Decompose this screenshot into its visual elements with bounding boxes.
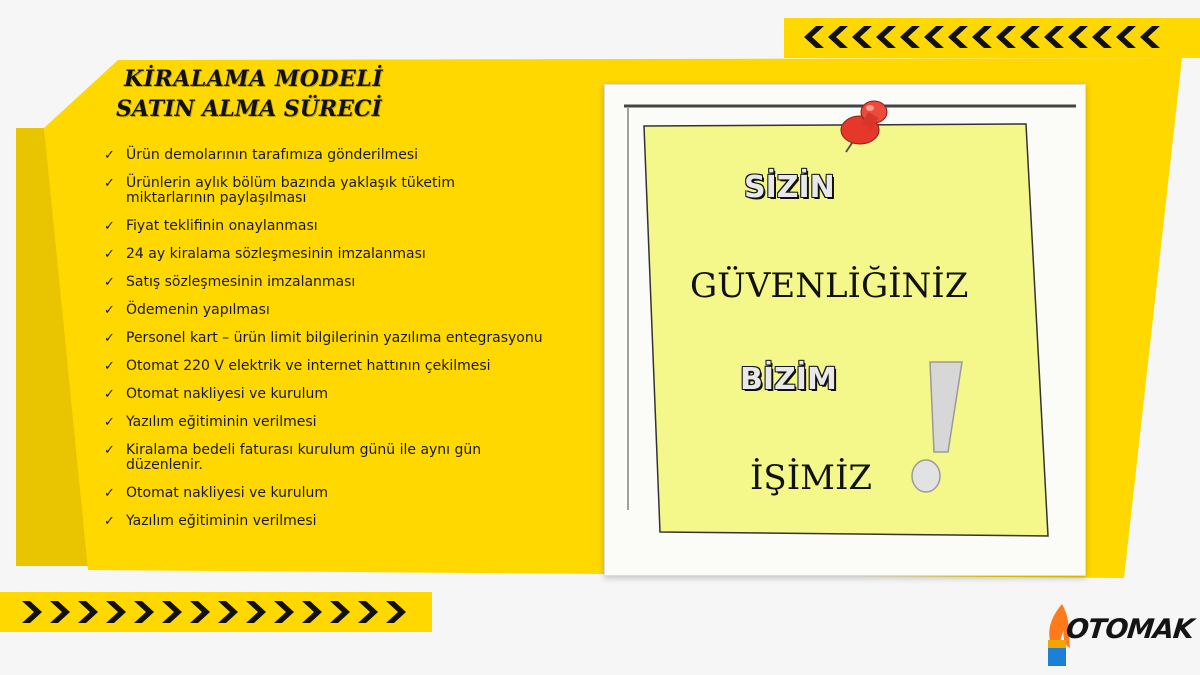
checkmark-icon: ✓ [104,486,115,501]
checkmark-icon: ✓ [104,219,115,234]
list-item: ✓ Ödemenin yapılması [104,302,270,318]
list-item: ✓ Otomat nakliyesi ve kurulum [104,485,329,501]
note-word-bizim: BİZİM [740,362,837,397]
title-line-1: KİRALAMA MODELİ [124,66,384,92]
list-item: ✓ Yazılım eğitiminin verilmesi [104,513,317,529]
list-item: ✓ Fiyat teklifinin onaylanması [104,218,318,234]
checkmark-icon: ✓ [104,443,115,458]
list-item: ✓ Personel kart – ürün limit bilgilerinin yazılıma entegrasyonu [104,330,543,346]
note-word-guvenliginiz: GÜVENLİĞİNİZ [690,266,969,306]
logo-text: OTOMAK [1064,614,1195,645]
checkmark-icon: ✓ [104,331,115,346]
checkmark-icon: ✓ [104,387,115,402]
checkmark-icon: ✓ [104,148,115,163]
list-item: ✓ Satış sözleşmesinin imzalanması [104,274,356,290]
checkmark-icon: ✓ [104,176,115,191]
title-line-2: SATIN ALMA SÜRECİ [116,96,382,122]
note-word-isimiz: İŞİMİZ [750,458,873,498]
list-item: ✓ Ürün demolarının tarafımıza gönderilmesi [104,147,419,163]
list-item: ✓ Otomat 220 V elektrik ve internet hattının çekilmesi [104,358,491,374]
checkmark-icon: ✓ [104,514,115,529]
checkmark-icon: ✓ [104,359,115,374]
list-item: ✓ 24 ay kiralama sözleşmesinin imzalanması [104,246,426,262]
list-item: ✓ Otomat nakliyesi ve kurulum [104,386,329,402]
checkmark-icon: ✓ [104,415,115,430]
checkmark-icon: ✓ [104,247,115,262]
checkmark-icon: ✓ [104,303,115,318]
otomak-logo [1044,600,1195,668]
list-item: ✓ Yazılım eğitiminin verilmesi [104,414,317,430]
note-word-sizin: SİZİN [744,170,835,205]
checkmark-icon: ✓ [104,275,115,290]
list-item: ✓ Kiralama bedeli faturası kurulum günü ile aynı gün düzenlenir. [104,442,482,473]
list-item: ✓ Ürünlerin aylık bölüm bazında yaklaşık tüketim miktarlarının paylaşılması [104,175,455,206]
